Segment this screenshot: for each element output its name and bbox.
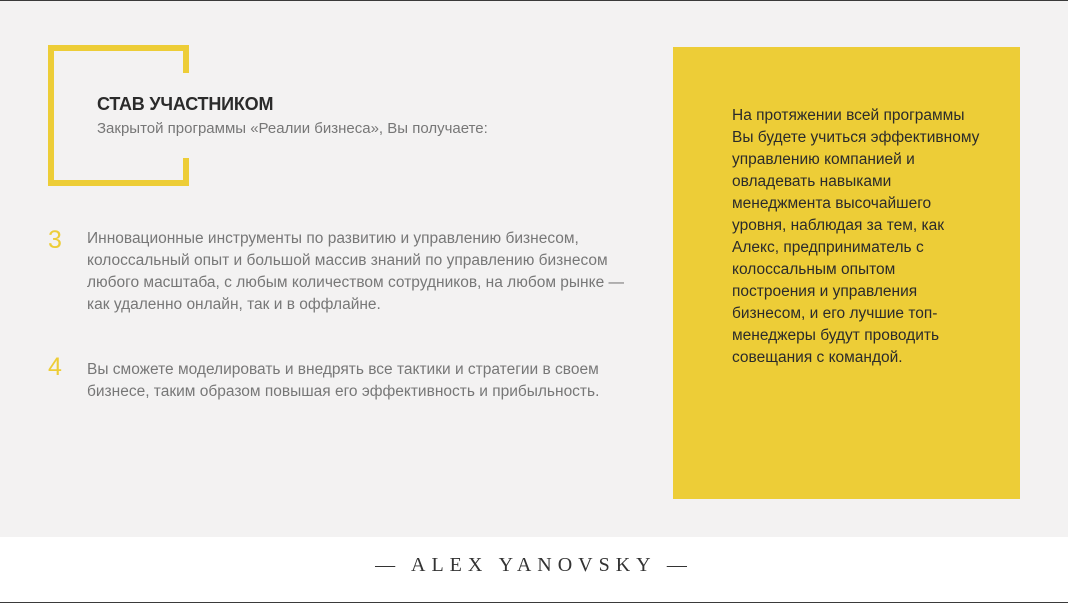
section-heading: СТАВ УЧАСТНИКОМ [97,94,274,114]
decorative-bracket [48,45,189,186]
section-subheading: Закрытой программы «Реалии бизнеса», Вы получаете: [97,120,488,137]
item-text-4: Вы сможете моделировать и внедрять все тактики и стратегии в своем бизнесе, таким образом повышая его эффективность и прибыльность. [87,361,600,400]
callout-text: На протяжении всей программы Вы будете учиться эффективному управлению компанией и овладевать навыками менеджмента высочайшего уровня, наблюдая за тем, как Алекс, предприниматель с колоссальным опытом построения и управления бизнесом, и его лучшие топ-менеджеры будут проводить совещания с командой. [732,107,980,366]
footer [0,537,1068,603]
callout-box [673,47,1020,499]
item-number-3: 3 [48,226,62,254]
item-number-4: 4 [48,353,62,381]
item-text-3: Инновационные инструменты по развитию и управлению бизнесом, колоссальный опыт и большой массив знаний по управлению бизнесом любого масштаба, с любым количеством сотрудников, на любом рынке — как удаленно онлайн, так и в оффлайне. [87,230,624,313]
brand-logo-text: — ALEX YANOVSKY — [375,554,693,576]
